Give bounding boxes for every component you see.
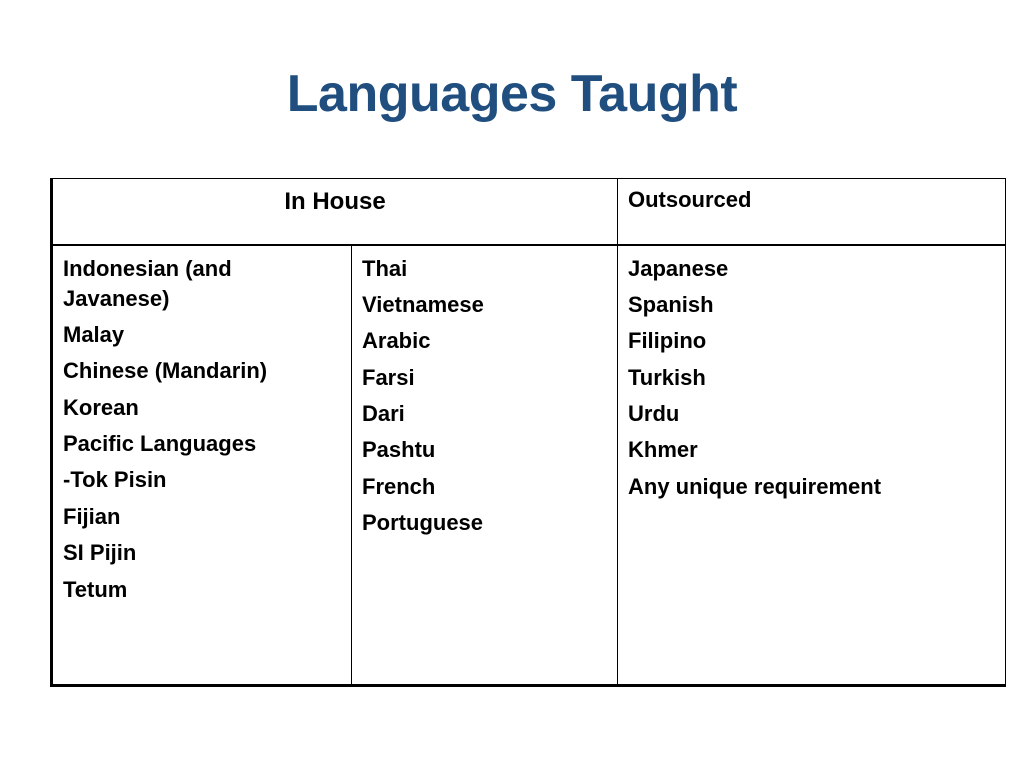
list-item: Pacific Languages <box>63 431 257 457</box>
list-item: Arabic <box>362 328 431 354</box>
list-item: Fijian <box>63 503 121 529</box>
language-list <box>618 246 1005 502</box>
list-item: Portuguese <box>362 510 484 536</box>
list-item: -Tok Pisin <box>63 467 167 493</box>
table-body-row <box>52 245 1006 686</box>
list-item: Spanish <box>628 291 714 317</box>
list-item: Korean <box>63 394 139 420</box>
language-list <box>352 246 617 539</box>
header-outsourced: Outsourced <box>618 179 1006 245</box>
list-item: Thai <box>362 255 408 281</box>
languages-table <box>50 178 1006 687</box>
list-item: Indonesian (and Javanese) <box>63 255 232 311</box>
outsourced-column <box>618 245 1006 686</box>
list-item: Tetum <box>63 576 128 602</box>
list-item: Turkish <box>628 364 706 390</box>
table-header-row <box>52 179 1006 245</box>
list-item: Any unique requirement <box>628 473 882 499</box>
list-item: Urdu <box>628 401 680 427</box>
list-item: Farsi <box>362 364 415 390</box>
list-item: Dari <box>362 401 405 427</box>
header-in-house: In House <box>52 179 618 245</box>
list-item: Filipino <box>628 328 707 354</box>
list-item: Japanese <box>628 255 729 281</box>
slide-title: Languages Taught <box>286 65 738 123</box>
list-item: Pashtu <box>362 437 436 463</box>
list-item: Chinese (Mandarin) <box>63 358 268 384</box>
list-item: French <box>362 473 436 499</box>
in-house-column-1 <box>52 245 352 686</box>
in-house-column-2 <box>352 245 618 686</box>
list-item: Khmer <box>628 437 698 463</box>
language-list <box>53 246 351 605</box>
list-item: Malay <box>63 321 125 347</box>
list-item: Vietnamese <box>362 291 484 317</box>
list-item: SI Pijin <box>63 540 137 566</box>
